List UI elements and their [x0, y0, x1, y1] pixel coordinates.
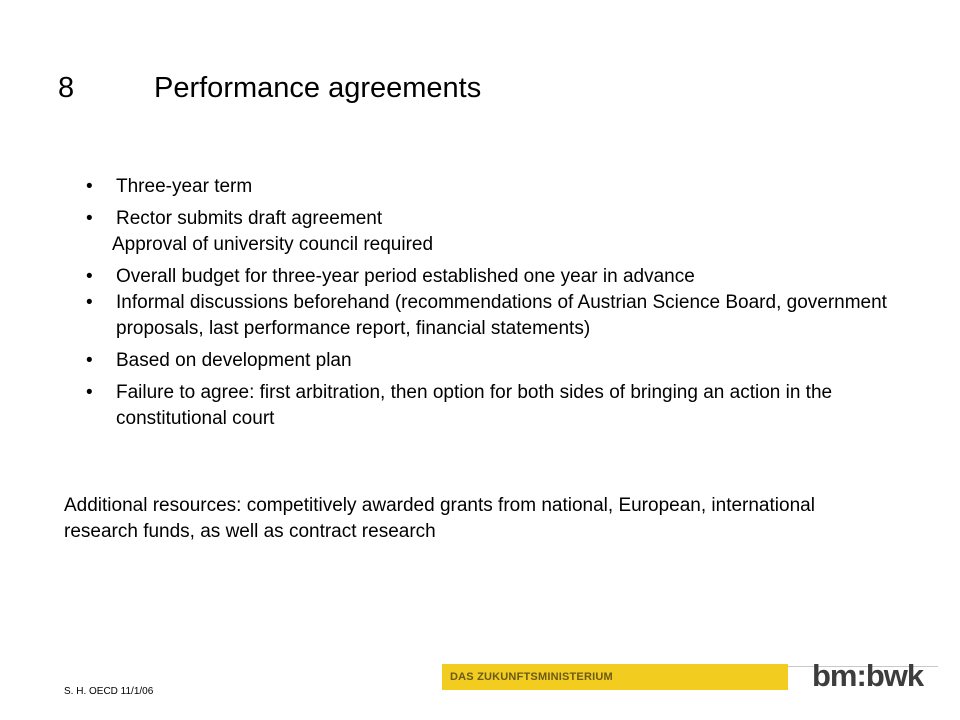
list-item — [86, 174, 896, 200]
slide-title-text: Performance agreements — [154, 72, 482, 104]
ministry-tagline-bar — [442, 664, 788, 690]
list-item — [86, 264, 896, 290]
bullet-text: Failure to agree: first arbitration, then option for both sides of bringing an action in the constitutional court — [116, 382, 833, 429]
bullet-text: Overall budget for three-year period established one year in advance — [116, 266, 695, 287]
bullet-text: Informal discussions beforehand (recommendations of Austrian Science Board, government proposals, last performance report, financial statements) — [116, 292, 887, 339]
bullet-dot: • — [86, 266, 93, 287]
bullet-dot: • — [86, 176, 93, 197]
slide-title — [58, 70, 481, 106]
bmbwk-logo: bm:bwk — [812, 658, 924, 693]
bullet-dot: • — [86, 382, 93, 403]
bullet-dot: • — [86, 292, 93, 313]
list-item — [86, 206, 896, 258]
bullet-dot: • — [86, 350, 93, 371]
footer-author-date: S. H. OECD 11/1/06 — [64, 686, 154, 697]
additional-resources-text: Additional resources: competitively awarded grants from national, European, international research funds, as well as contract research — [64, 495, 815, 542]
bullet-text: Three-year term — [116, 176, 253, 197]
list-item — [86, 290, 896, 342]
bullet-subtext: Approval of university council required — [112, 234, 434, 255]
list-item — [86, 380, 896, 432]
bullet-list — [86, 174, 896, 432]
list-item — [86, 348, 896, 374]
bullet-dot: • — [86, 208, 93, 229]
bullet-text: Rector submits draft agreement — [116, 208, 383, 229]
slide-number: 8 — [58, 72, 75, 104]
bullet-text: Based on development plan — [116, 350, 352, 371]
ministry-tagline: DAS ZUKUNFTSMINISTERIUM — [450, 671, 613, 683]
